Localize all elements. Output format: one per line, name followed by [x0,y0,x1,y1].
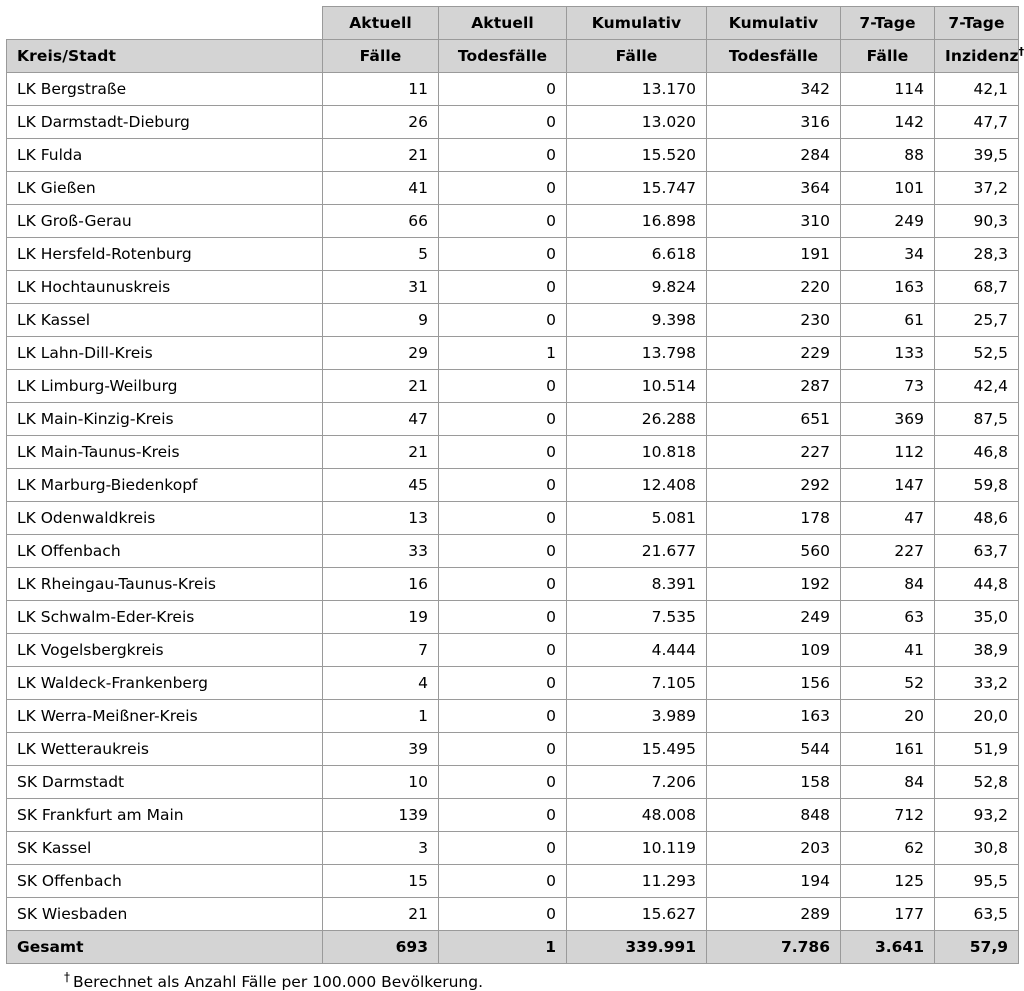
cell-kum-tote: 109 [707,634,841,667]
cell-aktuell-faelle: 139 [323,799,439,832]
footnote-marker-icon: † [1018,44,1024,58]
cell-t7-inzidenz: 46,8 [935,436,1019,469]
cell-kreis-stadt: LK Hersfeld-Rotenburg [7,238,323,271]
cell-kreis-stadt: LK Bergstraße [7,73,323,106]
cell-kum-tote: 289 [707,898,841,931]
table-header [7,7,1024,73]
table-row [7,172,1019,205]
cell-kum-tote: 230 [707,304,841,337]
cell-t7-inzidenz: 63,7 [935,535,1019,568]
header-aktuell-faelle-group: Aktuell [323,7,439,40]
cell-kreis-stadt: SK Offenbach [7,865,323,898]
header-kumulativ-faelle: Fälle [567,40,707,73]
table-row [7,700,1019,733]
header-row-sub [7,40,1019,73]
cell-t7-inzidenz: 63,5 [935,898,1019,931]
cell-t7-faelle: 125 [841,865,935,898]
cell-kum-faelle: 6.618 [567,238,707,271]
table-row-total [7,931,1019,964]
cell-kum-tote: 227 [707,436,841,469]
cell-t7-faelle: 163 [841,271,935,304]
cell-kreis-stadt: LK Marburg-Biedenkopf [7,469,323,502]
cell-aktuell-tote: 0 [439,601,567,634]
cell-kum-faelle: 13.798 [567,337,707,370]
table-row [7,469,1019,502]
cell-kum-faelle: 7.535 [567,601,707,634]
cell-kum-faelle: 9.398 [567,304,707,337]
cell-kreis-stadt: LK Groß-Gerau [7,205,323,238]
cell-t7-inzidenz: 30,8 [935,832,1019,865]
cell-aktuell-tote: 0 [439,139,567,172]
table-footnote [6,969,1018,991]
table-row [7,667,1019,700]
cell-t7-inzidenz: 42,1 [935,73,1019,106]
cell-aktuell-tote: 0 [439,469,567,502]
cell-t7-faelle: 52 [841,667,935,700]
table-row [7,304,1019,337]
cell-kreis-stadt: LK Werra-Meißner-Kreis [7,700,323,733]
cell-t7-faelle: 34 [841,238,935,271]
cell-t7-inzidenz: 44,8 [935,568,1019,601]
cell-t7-faelle: 73 [841,370,935,403]
cell-aktuell-faelle: 16 [323,568,439,601]
cell-kum-faelle: 15.495 [567,733,707,766]
cell-aktuell-faelle: 4 [323,667,439,700]
cell-kum-tote: 220 [707,271,841,304]
table-row [7,799,1019,832]
cell-kum-tote: 316 [707,106,841,139]
table-row [7,337,1019,370]
cell-kum-tote: 287 [707,370,841,403]
cell-t7-inzidenz: 37,2 [935,172,1019,205]
cell-kreis-stadt: LK Rheingau-Taunus-Kreis [7,568,323,601]
header-row-group [7,7,1019,40]
cell-t7-faelle: 101 [841,172,935,205]
table-row [7,403,1019,436]
cell-kreis-stadt: LK Waldeck-Frankenberg [7,667,323,700]
cell-kreis-stadt: LK Darmstadt-Dieburg [7,106,323,139]
cell-t7-inzidenz: 47,7 [935,106,1019,139]
cell-kreis-stadt: SK Wiesbaden [7,898,323,931]
cell-kum-faelle: 11.293 [567,865,707,898]
cell-t7-inzidenz: 20,0 [935,700,1019,733]
cell-aktuell-faelle: 13 [323,502,439,535]
cell-kreis-stadt: LK Hochtaunuskreis [7,271,323,304]
cell-kum-faelle: 13.020 [567,106,707,139]
cell-kum-tote: 192 [707,568,841,601]
cell-t7-faelle: 147 [841,469,935,502]
cell-kreis-stadt: LK Main-Taunus-Kreis [7,436,323,469]
cell-kum-tote: 848 [707,799,841,832]
cell-t7-faelle: 47 [841,502,935,535]
cell-kum-faelle: 8.391 [567,568,707,601]
cell-kum-tote: 560 [707,535,841,568]
cell-t7-faelle: 112 [841,436,935,469]
cell-aktuell-faelle: 26 [323,106,439,139]
cell-kreis-stadt: LK Limburg-Weilburg [7,370,323,403]
cell-kreis-stadt: LK Schwalm-Eder-Kreis [7,601,323,634]
header-7tage-inzidenz-label: Inzidenz [945,47,1019,65]
cell-aktuell-tote: 0 [439,865,567,898]
cell-t7-inzidenz: 33,2 [935,667,1019,700]
cell-kum-faelle: 10.119 [567,832,707,865]
cell-kum-faelle: 5.081 [567,502,707,535]
cell-kum-faelle: 15.627 [567,898,707,931]
cell-t7-inzidenz: 42,4 [935,370,1019,403]
table-row [7,898,1019,931]
table-row [7,370,1019,403]
cell-aktuell-tote: 0 [439,172,567,205]
cell-t7-inzidenz: 90,3 [935,205,1019,238]
cell-kreis-stadt: LK Fulda [7,139,323,172]
cell-kum-faelle: 48.008 [567,799,707,832]
cell-aktuell-tote: 0 [439,898,567,931]
cell-kum-tote: 364 [707,172,841,205]
table-row [7,106,1019,139]
cell-aktuell-faelle: 29 [323,337,439,370]
cell-kreis-stadt: LK Wetteraukreis [7,733,323,766]
header-aktuell-todesfaelle-group: Aktuell [439,7,567,40]
cell-t7-faelle: 114 [841,73,935,106]
cell-t7-faelle: 142 [841,106,935,139]
cell-aktuell-faelle: 66 [323,205,439,238]
cell-t7-inzidenz: 38,9 [935,634,1019,667]
header-7tage-inzidenz-group: 7-Tage [935,7,1019,40]
cell-kreis-stadt: LK Gießen [7,172,323,205]
cell-t7-faelle: 3.641 [841,931,935,964]
table-row [7,733,1019,766]
cell-aktuell-faelle: 19 [323,601,439,634]
header-7tage-inzidenz [935,40,1024,73]
cell-kum-tote: 249 [707,601,841,634]
cell-aktuell-tote: 0 [439,700,567,733]
cell-kum-faelle: 7.105 [567,667,707,700]
cell-aktuell-faelle: 33 [323,535,439,568]
table-row [7,271,1019,304]
cell-kum-tote: 544 [707,733,841,766]
cell-t7-faelle: 63 [841,601,935,634]
cell-kum-faelle: 10.818 [567,436,707,469]
cell-kreis-stadt: SK Darmstadt [7,766,323,799]
cell-aktuell-tote: 0 [439,205,567,238]
cell-t7-inzidenz: 57,9 [935,931,1019,964]
covid-statistics-table [6,6,1024,964]
table-row [7,832,1019,865]
table-row [7,238,1019,271]
cell-aktuell-faelle: 9 [323,304,439,337]
cell-kum-faelle: 16.898 [567,205,707,238]
cell-t7-faelle: 227 [841,535,935,568]
cell-kum-faelle: 339.991 [567,931,707,964]
cell-t7-faelle: 161 [841,733,935,766]
cell-kreis-stadt: Gesamt [7,931,323,964]
cell-aktuell-tote: 0 [439,304,567,337]
cell-t7-inzidenz: 93,2 [935,799,1019,832]
header-kumulativ-faelle-group: Kumulativ [567,7,707,40]
cell-t7-faelle: 62 [841,832,935,865]
table-row [7,865,1019,898]
cell-kreis-stadt: LK Kassel [7,304,323,337]
cell-kum-tote: 284 [707,139,841,172]
table-row [7,568,1019,601]
cell-aktuell-tote: 0 [439,106,567,139]
header-aktuell-todesfaelle: Todesfälle [439,40,567,73]
cell-aktuell-tote: 0 [439,799,567,832]
cell-kum-faelle: 12.408 [567,469,707,502]
cell-aktuell-tote: 0 [439,535,567,568]
cell-t7-faelle: 712 [841,799,935,832]
cell-aktuell-faelle: 31 [323,271,439,304]
cell-kum-faelle: 9.824 [567,271,707,304]
cell-aktuell-tote: 0 [439,238,567,271]
cell-aktuell-faelle: 693 [323,931,439,964]
cell-t7-inzidenz: 35,0 [935,601,1019,634]
cell-aktuell-tote: 0 [439,832,567,865]
header-aktuell-faelle: Fälle [323,40,439,73]
table-row [7,601,1019,634]
cell-aktuell-tote: 0 [439,568,567,601]
header-7tage-faelle: Fälle [841,40,935,73]
header-blank [7,7,323,40]
cell-t7-inzidenz: 25,7 [935,304,1019,337]
cell-kum-faelle: 13.170 [567,73,707,106]
cell-kreis-stadt: SK Frankfurt am Main [7,799,323,832]
table-body [7,73,1019,964]
cell-t7-inzidenz: 52,8 [935,766,1019,799]
cell-kum-tote: 292 [707,469,841,502]
table-row [7,205,1019,238]
cell-t7-inzidenz: 52,5 [935,337,1019,370]
cell-kum-faelle: 3.989 [567,700,707,733]
header-kumulativ-todesfaelle: Todesfälle [707,40,841,73]
cell-kum-faelle: 15.747 [567,172,707,205]
table-row [7,139,1019,172]
cell-kreis-stadt: LK Main-Kinzig-Kreis [7,403,323,436]
cell-t7-inzidenz: 28,3 [935,238,1019,271]
cell-aktuell-faelle: 47 [323,403,439,436]
cell-t7-faelle: 249 [841,205,935,238]
cell-aktuell-tote: 0 [439,73,567,106]
cell-aktuell-tote: 0 [439,271,567,304]
cell-t7-faelle: 84 [841,568,935,601]
cell-kum-tote: 203 [707,832,841,865]
cell-aktuell-tote: 0 [439,667,567,700]
cell-kum-faelle: 7.206 [567,766,707,799]
footnote-text: Berechnet als Anzahl Fälle per 100.000 Bevölkerung. [73,973,484,991]
cell-aktuell-tote: 0 [439,370,567,403]
table-row [7,535,1019,568]
cell-t7-inzidenz: 68,7 [935,271,1019,304]
cell-aktuell-faelle: 39 [323,733,439,766]
cell-t7-inzidenz: 59,8 [935,469,1019,502]
cell-kum-faelle: 26.288 [567,403,707,436]
cell-kum-tote: 158 [707,766,841,799]
cell-aktuell-faelle: 7 [323,634,439,667]
cell-kum-tote: 229 [707,337,841,370]
cell-aktuell-faelle: 45 [323,469,439,502]
cell-aktuell-faelle: 21 [323,898,439,931]
cell-t7-inzidenz: 51,9 [935,733,1019,766]
cell-aktuell-faelle: 1 [323,700,439,733]
table-row [7,502,1019,535]
cell-kum-tote: 156 [707,667,841,700]
cell-kreis-stadt: LK Lahn-Dill-Kreis [7,337,323,370]
cell-aktuell-faelle: 21 [323,436,439,469]
cell-t7-inzidenz: 48,6 [935,502,1019,535]
cell-kum-tote: 310 [707,205,841,238]
cell-aktuell-faelle: 11 [323,73,439,106]
cell-kum-faelle: 15.520 [567,139,707,172]
cell-aktuell-tote: 0 [439,733,567,766]
cell-t7-faelle: 133 [841,337,935,370]
table-row [7,73,1019,106]
cell-kreis-stadt: SK Kassel [7,832,323,865]
cell-kreis-stadt: LK Vogelsbergkreis [7,634,323,667]
cell-t7-inzidenz: 87,5 [935,403,1019,436]
header-kreis-stadt: Kreis/Stadt [7,40,323,73]
cell-kum-tote: 178 [707,502,841,535]
cell-t7-faelle: 61 [841,304,935,337]
cell-t7-faelle: 41 [841,634,935,667]
table-row [7,436,1019,469]
cell-aktuell-faelle: 21 [323,370,439,403]
cell-aktuell-tote: 0 [439,502,567,535]
cell-kreis-stadt: LK Offenbach [7,535,323,568]
cell-t7-faelle: 177 [841,898,935,931]
header-7tage-faelle-group: 7-Tage [841,7,935,40]
cell-aktuell-faelle: 10 [323,766,439,799]
cell-aktuell-faelle: 21 [323,139,439,172]
cell-kreis-stadt: LK Odenwaldkreis [7,502,323,535]
cell-aktuell-faelle: 3 [323,832,439,865]
cell-kum-tote: 191 [707,238,841,271]
cell-kum-faelle: 4.444 [567,634,707,667]
cell-kum-tote: 651 [707,403,841,436]
cell-aktuell-tote: 1 [439,337,567,370]
cell-aktuell-faelle: 41 [323,172,439,205]
cell-kum-tote: 7.786 [707,931,841,964]
cell-aktuell-faelle: 5 [323,238,439,271]
cell-t7-faelle: 20 [841,700,935,733]
cell-aktuell-faelle: 15 [323,865,439,898]
cell-t7-inzidenz: 95,5 [935,865,1019,898]
cell-kum-faelle: 21.677 [567,535,707,568]
cell-kum-tote: 342 [707,73,841,106]
cell-aktuell-tote: 0 [439,436,567,469]
cell-aktuell-tote: 0 [439,766,567,799]
table-row [7,634,1019,667]
cell-t7-faelle: 369 [841,403,935,436]
header-kumulativ-todesfaelle-group: Kumulativ [707,7,841,40]
cell-t7-faelle: 88 [841,139,935,172]
cell-kum-tote: 194 [707,865,841,898]
cell-t7-inzidenz: 39,5 [935,139,1019,172]
cell-kum-tote: 163 [707,700,841,733]
cell-t7-faelle: 84 [841,766,935,799]
cell-aktuell-tote: 0 [439,403,567,436]
cell-aktuell-tote: 0 [439,634,567,667]
table-row [7,766,1019,799]
cell-kum-faelle: 10.514 [567,370,707,403]
cell-aktuell-tote: 1 [439,931,567,964]
footnote-mark-icon: † [64,969,70,984]
